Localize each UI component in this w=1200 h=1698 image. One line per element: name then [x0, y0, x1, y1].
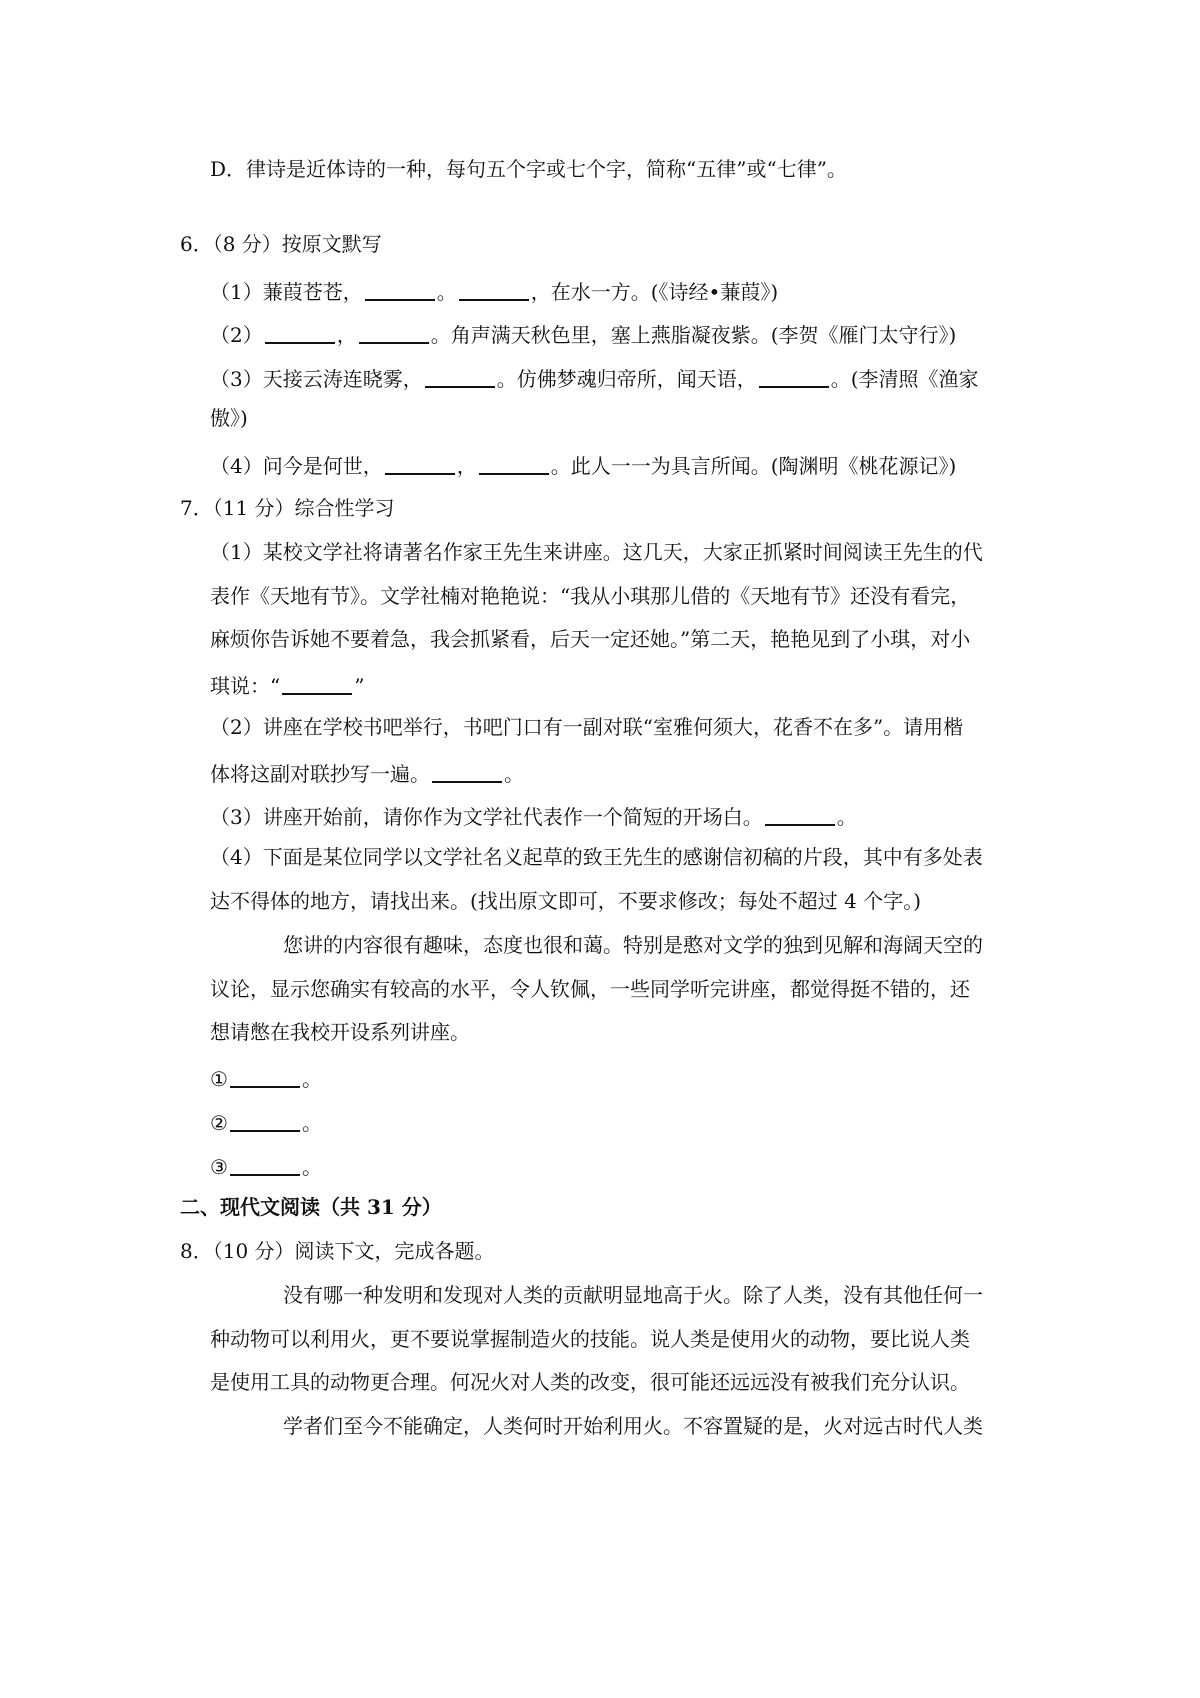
answer-blank[interactable] [479, 451, 549, 475]
q7-item-1-line-3: 麻烦你告诉她不要着急，我会抓紧看，后天一定还她。”第二天，艳艳见到了小琪，对小 [210, 627, 971, 651]
answer-3: ③ 。 [210, 1150, 322, 1181]
q7-item-4-line-1: （4）下面是某位同学以文学社名义起草的致王先生的感谢信初稿的片段，其中有多处表 [210, 845, 983, 869]
q6-heading: 6．（8 分）按原文默写 [180, 232, 382, 256]
answer-blank[interactable] [365, 277, 435, 301]
answer-2: ② 。 [210, 1106, 322, 1137]
q7-item-1-line-1: （1）某校文学社将请著名作家王先生来讲座。这几天，大家正抓紧时间阅读王先生的代 [210, 540, 983, 564]
q8-heading: 8．（10 分）阅读下文，完成各题。 [180, 1239, 495, 1263]
answer-blank[interactable] [459, 277, 529, 301]
answer-blank[interactable] [230, 1108, 300, 1132]
answer-1: ① 。 [210, 1062, 322, 1093]
answer-blank[interactable] [265, 320, 335, 344]
q6-item-3: （3）天接云涛连晓雾， 。仿佛梦魂归帝所，闻天语， 。(李清照《渔家 [210, 362, 979, 393]
section-2-heading: 二、现代文阅读（共 31 分） [180, 1195, 442, 1219]
answer-blank[interactable] [282, 671, 352, 695]
answer-blank[interactable] [759, 364, 829, 388]
reading-line-4: 学者们至今不能确定，人类何时开始利用火。不容置疑的是，火对远古时代人类 [283, 1414, 983, 1438]
answer-blank[interactable] [230, 1152, 300, 1176]
answer-blank[interactable] [432, 759, 502, 783]
q7-item-2-line-1: （2）讲座在学校书吧举行，书吧门口有一副对联“室雅何须大，花香不在多”。请用楷 [210, 715, 964, 739]
reading-line-2: 种动物可以利用火，更不要说掌握制造火的技能。说人类是使用火的动物，要比说人类 [210, 1327, 970, 1351]
letter-paragraph-line-3: 想请憋在我校开设系列讲座。 [210, 1020, 470, 1044]
q6-item-2: （2） ， 。角声满天秋色里，塞上燕脂凝夜紫。(李贺《雁门太守行》) [210, 318, 956, 349]
q6-item-4: （4）问今是何世， ， 。此人一一为具言所闻。(陶渊明《桃花源记》) [210, 449, 956, 480]
answer-blank[interactable] [230, 1064, 300, 1088]
q7-item-2-line-2: 体将这副对联抄写一遍。 。 [210, 757, 524, 788]
answer-blank[interactable] [765, 802, 835, 826]
q7-item-1-line-2: 表作《天地有节》。文学社楠对艳艳说：“我从小琪那儿借的《天地有节》还没有看完， [210, 584, 971, 608]
q6-item-3-cont: 傲》) [210, 406, 248, 430]
answer-blank[interactable] [359, 320, 429, 344]
q5-option-d: D．律诗是近体诗的一种，每句五个字或七个字，简称“五律”或“七律”。 [210, 157, 847, 181]
q7-item-1-line-4: 琪说：“ ” [210, 669, 364, 700]
reading-line-3: 是使用工具的动物更合理。何况火对人类的改变，很可能还远远没有被我们充分认识。 [210, 1370, 970, 1394]
answer-blank[interactable] [425, 364, 495, 388]
answer-blank[interactable] [385, 451, 455, 475]
q7-item-4-line-2: 达不得体的地方，请找出来。(找出原文即可，不要求修改；每处不超过 4 个字。) [210, 889, 922, 913]
letter-paragraph-line-1: 您讲的内容很有趣味，态度也很和蔼。特别是憨对文学的独到见解和海阔天空的 [283, 933, 983, 957]
q7-heading: 7．（11 分）综合性学习 [180, 496, 395, 520]
letter-paragraph-line-2: 议论，显示您确实有较高的水平，令人钦佩，一些同学听完讲座，都觉得挺不错的，还 [210, 977, 970, 1001]
q6-item-1: （1）蒹葭苍苍， 。 ，在水一方。(《诗经•蒹葭》) [210, 275, 778, 306]
reading-line-1: 没有哪一种发明和发现对人类的贡献明显地高于火。除了人类，没有其他任何一 [283, 1283, 983, 1307]
q7-item-3: （3）讲座开始前，请你作为文学社代表作一个简短的开场白。 。 [210, 800, 857, 831]
